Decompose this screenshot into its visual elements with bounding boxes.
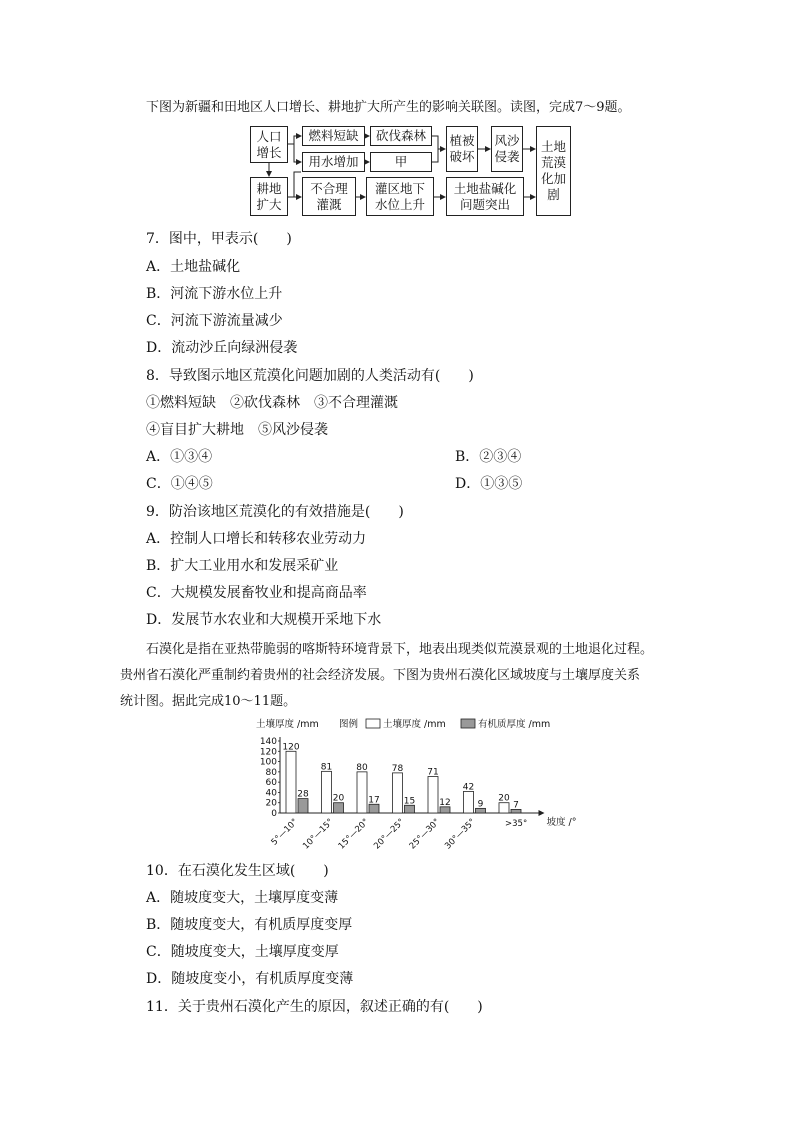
q8-items-line2: ④盲目扩大耕地 ⑤风沙侵袭 (146, 422, 328, 438)
data-label-organic: 20 (332, 793, 345, 804)
data-label-organic: 17 (368, 795, 380, 806)
x-axis-label: 坡度 /° (546, 817, 577, 828)
data-label-soil: 42 (462, 782, 475, 793)
bar-soil-thickness (286, 751, 296, 813)
data-label-organic: 15 (403, 796, 416, 807)
section2-intro-line3: 统计图。据此完成10～11题。 (120, 694, 297, 709)
q8-option-c[interactable]: C．①④⑤ (146, 476, 213, 492)
legend-label-organic: 有机质厚度 /mm (478, 719, 551, 730)
bar-soil-thickness (464, 791, 474, 813)
x-tick-label: >35° (505, 819, 528, 829)
x-axis-arrow (539, 810, 545, 816)
y-tick-label: 140 (259, 737, 277, 747)
bar-organic-thickness (369, 804, 379, 813)
q8-option-a[interactable]: A．①③④ (146, 449, 213, 465)
q8-stem: 8．导致图示地区荒漠化问题加剧的人类活动有( ) (146, 368, 474, 384)
q7-option-b[interactable]: B．河流下游水位上升 (146, 286, 283, 302)
box-vegetation-damage: 植被 破坏 (446, 126, 478, 172)
y-axis-label: 土壤厚度 /mm (256, 719, 319, 730)
q7-option-a[interactable]: A．土地盐碱化 (146, 259, 241, 275)
y-tick-label: 120 (259, 747, 277, 758)
q10-option-a[interactable]: A．随坡度变大，土壤厚度变薄 (146, 890, 339, 906)
q9-option-b[interactable]: B．扩大工业用水和发展采矿业 (146, 558, 339, 574)
x-tick-label: 15°—20° (336, 817, 372, 852)
data-label-organic: 9 (477, 799, 484, 810)
y-tick-label: 60 (265, 778, 277, 789)
legend-swatch-organic (461, 719, 475, 728)
box-population-growth: 人口 增长 (250, 126, 288, 163)
q9-option-d[interactable]: D．发展节水农业和大规模开采地下水 (146, 612, 382, 628)
y-tick-label: 80 (265, 767, 277, 778)
q7-stem: 7．图中，甲表示( ) (146, 231, 292, 247)
q10-option-d[interactable]: D．随坡度变小，有机质厚度变薄 (146, 971, 354, 987)
bar-soil-thickness (322, 771, 332, 813)
q8-items-line1: ①燃料短缺 ②砍伐森林 ③不合理灌溉 (146, 395, 398, 411)
q7-option-c[interactable]: C．河流下游流量减少 (146, 313, 283, 329)
box-sand-invasion: 风沙 侵袭 (491, 126, 523, 172)
flowchart-arrows (0, 0, 794, 240)
bar-organic-thickness (405, 805, 415, 813)
data-label-organic: 12 (439, 797, 451, 808)
legend-title: 图例 (339, 719, 359, 730)
bar-organic-thickness (334, 803, 344, 813)
legend-label-soil: 土壤厚度 /mm (383, 719, 446, 730)
q10-option-c[interactable]: C．随坡度变大，土壤厚度变厚 (146, 944, 339, 960)
box-jia: 甲 (370, 152, 432, 172)
box-salinization: 土地盐碱化 问题突出 (446, 177, 524, 216)
bar-soil-thickness (499, 803, 509, 813)
slope-soil-thickness-chart (0, 710, 794, 860)
q8-option-b[interactable]: B．②③④ (455, 449, 522, 465)
data-label-soil: 78 (391, 763, 404, 774)
section1-intro: 下图为新疆和田地区人口增长、耕地扩大所产生的影响关联图。读图，完成7～9题。 (146, 100, 631, 115)
x-tick-label: 5°—10° (269, 817, 301, 848)
data-label-soil: 81 (320, 762, 333, 773)
x-tick-label: 10°—15° (301, 817, 336, 852)
data-label-soil: 71 (427, 767, 439, 778)
box-deforestation: 砍伐森林 (370, 126, 432, 146)
data-label-soil: 20 (498, 793, 510, 804)
legend-swatch-soil (366, 719, 380, 728)
box-water-use-increase: 用水增加 (302, 152, 365, 172)
bar-organic-thickness (298, 799, 308, 813)
box-groundwater-rise: 灌区地下 水位上升 (366, 177, 434, 216)
bar-soil-thickness (428, 776, 438, 813)
y-tick-label: 0 (271, 809, 277, 819)
section2-intro-line1: 石漠化是指在亚热带脆弱的喀斯特环境背景下，地表出现类似荒漠景观的土地退化过程。 (146, 642, 654, 657)
x-tick-label: 20°—25° (372, 817, 407, 852)
bar-soil-thickness (393, 773, 403, 813)
q9-stem: 9．防治该地区荒漠化的有效措施是( ) (146, 504, 404, 520)
box-fuel-shortage: 燃料短缺 (302, 126, 365, 146)
q9-option-c[interactable]: C．大规模发展畜牧业和提高商品率 (146, 585, 367, 601)
x-tick-label: 25°—30° (407, 817, 443, 852)
q8-option-d[interactable]: D．①③⑤ (455, 476, 523, 492)
section2-intro-line2: 贵州省石漠化严重制约着贵州的社会经济发展。下图为贵州石漠化区域坡度与土壤厚度关系 (120, 668, 641, 683)
box-improper-irrigation: 不合理 灌溉 (302, 177, 356, 216)
box-desertification: 土地 荒漠 化加 剧 (536, 126, 571, 216)
q7-option-d[interactable]: D．流动沙丘向绿洲侵袭 (146, 340, 298, 356)
data-label-organic: 28 (297, 789, 309, 800)
bar-soil-thickness (357, 772, 367, 813)
box-farmland-expansion: 耕地 扩大 (250, 177, 288, 216)
q9-option-a[interactable]: A．控制人口增长和转移农业劳动力 (146, 531, 367, 547)
q10-stem: 10．在石漠化发生区域( ) (146, 863, 329, 879)
y-tick-label: 100 (259, 757, 277, 768)
data-label-organic: 7 (513, 800, 519, 811)
y-tick-label: 40 (265, 788, 277, 799)
x-tick-label: 30°—35° (443, 817, 478, 852)
q11-stem: 11．关于贵州石漠化产生的原因，叙述正确的有( ) (146, 999, 483, 1015)
y-tick-label: 20 (265, 798, 277, 809)
q10-option-b[interactable]: B．随坡度变大，有机质厚度变厚 (146, 917, 353, 933)
data-label-soil: 80 (356, 762, 368, 773)
data-label-soil: 120 (282, 742, 300, 753)
